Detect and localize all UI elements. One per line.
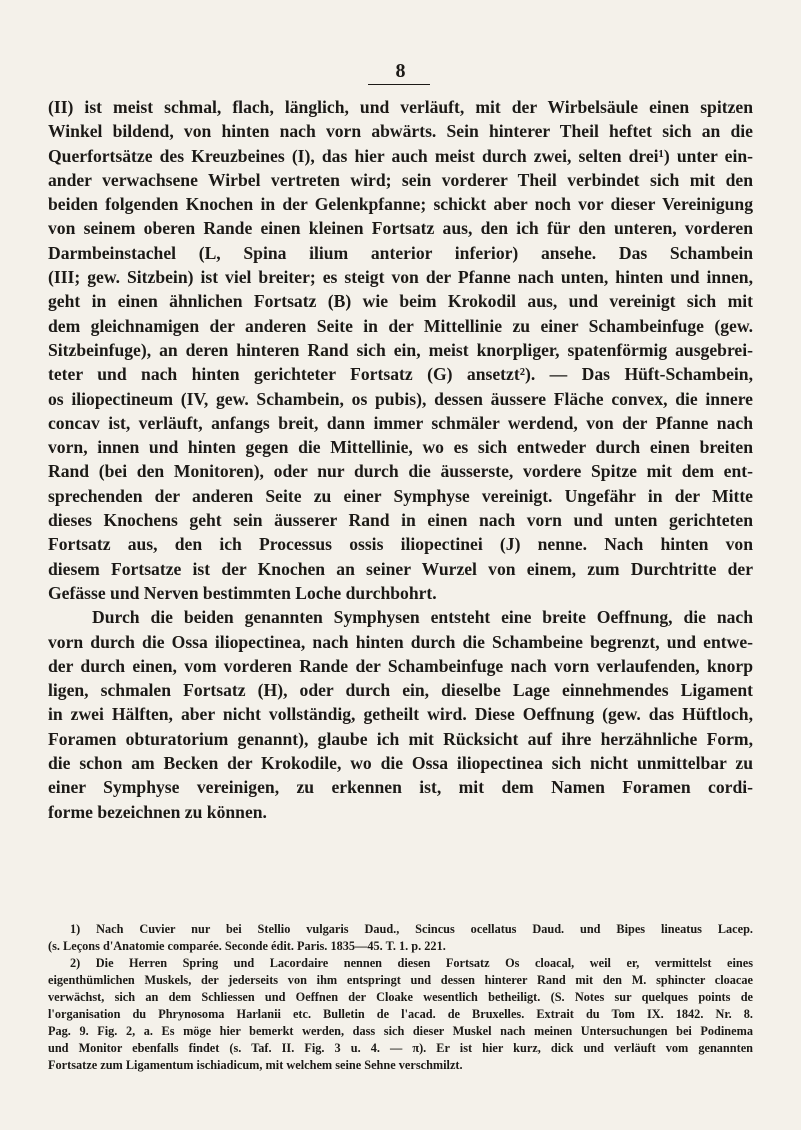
- footnote-line: (s. Leçons d'Anatomie comparée. Seconde édit. Paris. 1835—45. T. 1. p. 221.: [48, 939, 446, 953]
- body-line: Foramen obturatorium genannt), glaube ich mit Rücksicht auf ihre herzähnliche Form,: [48, 728, 753, 749]
- footnote-line: 2) Die Herren Spring und Lacordaire nennen diesen Fortsatz Os cloacal, weil er, vermittelst eines: [70, 956, 753, 970]
- body-line: os iliopectineum (IV, gew. Schambein, os pubis), dessen äussere Fläche convex, die innere: [48, 388, 753, 409]
- header-rule: [368, 84, 430, 85]
- body-line: Fortsatz aus, den ich Processus ossis iliopectinei (J) nenne. Nach hinten von: [48, 534, 753, 555]
- body-line: sprechenden der anderen Seite zu einer Symphyse vereinigt. Ungefähr in der Mitte: [48, 485, 753, 506]
- body-line: teter und nach hinten gerichteter Fortsatz (G) ansetzt²). — Das Hüft-Schambein,: [48, 364, 753, 385]
- body-line: Darmbeinstachel (L, Spina ilium anterior inferior) ansehe. Das Schambein: [48, 242, 753, 263]
- body-line: beiden folgenden Knochen in der Gelenkpfanne; schickt aber noch vor dieser Vereinigung: [48, 194, 753, 215]
- body-line: vorn durch die Ossa iliopectinea, nach hinten durch die Schambeine begrenzt, und entwe-: [48, 631, 753, 652]
- body-line: (II) ist meist schmal, flach, länglich, und verläuft, mit der Wirbelsäule einen spitzen: [48, 97, 753, 117]
- body-line: von seinem oberen Rande einen kleinen Fortsatz aus, den ich für den unteren, vorderen: [48, 218, 753, 239]
- body-line: ligen, schmalen Fortsatz (H), oder durch ein, dieselbe Lage einnehmendes Ligament: [48, 680, 753, 701]
- body-line: Querfortsätze des Kreuzbeines (I), das hier auch meist durch zwei, selten drei¹) unter ein-: [48, 145, 753, 166]
- body-line: ander verwachsene Wirbel vertreten wird; sein vorderer Theil verbindet sich mit den: [48, 169, 753, 190]
- body-line: die schon am Becken der Krokodile, wo die Ossa iliopectinea sich nicht unmittelbar zu: [48, 753, 753, 774]
- footnote-line: Fortsatze zum Ligamentum ischiadicum, mit welchem seine Sehne verschmilzt.: [48, 1058, 463, 1072]
- footnote-line: l'organisation du Phrynosoma Harlanii etc. Bulletin de l'acad. de Bruxelles. Extrait du Tom IX. 1842. Nr. 8.: [48, 1007, 753, 1021]
- body-line: Durch die beiden genannten Symphysen entsteht eine breite Oeffnung, die nach: [92, 607, 753, 628]
- body-line: forme bezeichnen zu können.: [48, 801, 267, 822]
- footnotes: [48, 921, 753, 1074]
- footnote-line: 1) Nach Cuvier nur bei Stellio vulgaris Daud., Scincus ocellatus Daud. und Bipes lineatus Lacep.: [70, 922, 753, 936]
- body-text: [48, 95, 753, 824]
- page-number: 8: [395, 60, 406, 82]
- body-line: vorn, innen und hinten gegen die Mittellinie, wo es sich entweder durch einen breiten: [48, 437, 753, 458]
- body-line: concav ist, verläuft, anfangs breit, dann immer schmäler werdend, von der Pfanne nach: [48, 412, 753, 433]
- body-line: dieses Knochens geht sein äusserer Rand in einen nach vorn und unten gerichteten: [48, 510, 753, 531]
- body-line: dem gleichnamigen der anderen Seite in der Mittellinie zu einer Schambeinfuge (gew.: [48, 315, 753, 336]
- footnote-line: Pag. 9. Fig. 2, a. Es möge hier bemerkt werden, dass sich dieser Muskel nach meinen Untersuchungen bei Podinema: [48, 1024, 753, 1038]
- body-line: einer Symphyse vereinigen, zu erkennen ist, mit dem Namen Foramen cordi-: [48, 777, 753, 798]
- body-line: Winkel bildend, von hinten nach vorn abwärts. Sein hinterer Theil heftet sich an die: [48, 121, 753, 142]
- footnote-line: eigenthümlichen Muskels, der jederseits von ihm entspringt und dessen hinterer Rand mit den M. sphincter cloacae: [48, 973, 753, 987]
- body-line: in zwei Hälften, aber nicht vollständig, getheilt wird. Diese Oeffnung (gew. das Hüftloch,: [48, 704, 753, 725]
- body-line: (III; gew. Sitzbein) ist viel breiter; es steigt von der Pfanne nach unten, hinten und innen,: [48, 267, 753, 288]
- footnote-line: und Monitor ebenfalls findet (s. Taf. II. Fig. 3 u. 4. — π). Er ist hier kurz, dick und verläuft vom genannten: [48, 1041, 753, 1055]
- body-line: geht in einen ähnlichen Fortsatz (B) wie beim Krokodil aus, und vereinigt sich mit: [48, 291, 753, 312]
- body-line: Gefässe und Nerven bestimmten Loche durchbohrt.: [48, 582, 437, 603]
- body-line: Sitzbeinfuge), an deren hinteren Rand sich ein, meist knorpliger, spatenförmig ausgebrei-: [48, 339, 753, 360]
- body-line: diesem Fortsatze ist der Knochen an seiner Wurzel von einem, zum Durchtritte der: [48, 558, 753, 579]
- body-line: Rand (bei den Monitoren), oder nur durch die äusserste, vordere Spitze mit dem ent-: [48, 461, 753, 482]
- body-line: der durch einen, vom vorderen Rande der Schambeinfuge nach vorn verlaufenden, knorp: [48, 655, 753, 676]
- footnote-line: verwächst, sich an dem Schliessen und Oeffnen der Cloake wesentlich betheiligt. (S. Notes sur quelques points de: [48, 990, 753, 1004]
